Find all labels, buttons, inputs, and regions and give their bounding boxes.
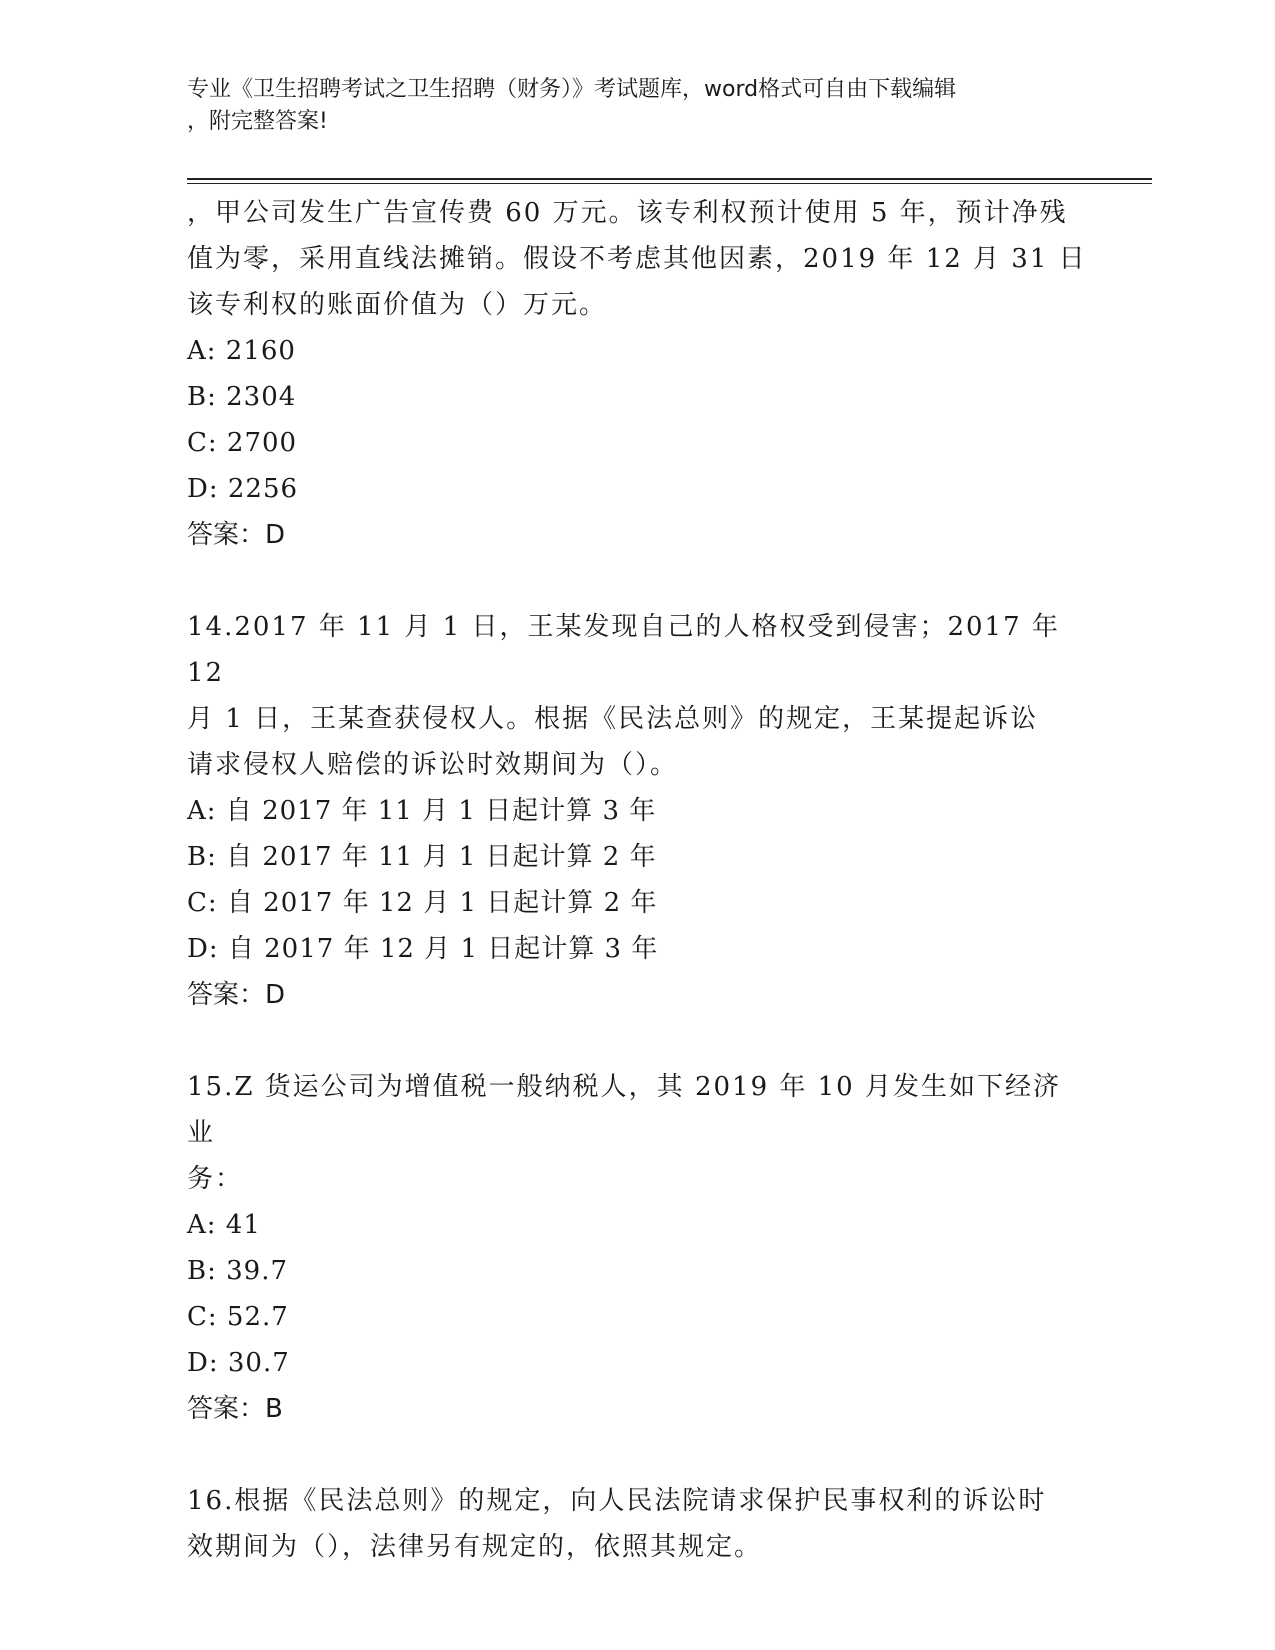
answer-line: 答案：D — [187, 980, 286, 1010]
question-stem-line: 务： — [187, 1164, 244, 1194]
header-divider-thick — [187, 178, 1152, 180]
question-16 — [187, 1478, 1087, 1570]
option-c: C: 52.7 — [187, 1302, 289, 1332]
question-15 — [187, 1064, 1087, 1432]
question-14 — [187, 604, 1087, 1018]
spacer — [187, 1018, 1087, 1064]
question-13 — [187, 190, 1087, 558]
option-a: A: 2160 — [187, 336, 296, 366]
question-stem-line: 月 1 日，王某查获侵权人。根据《民法总则》的规定，王某提起诉讼 — [187, 704, 1039, 734]
header-line-2: ，附完整答案! — [187, 109, 328, 134]
question-stem-line: 该专利权的账面价值为（）万元。 — [187, 290, 608, 320]
option-d: D: 30.7 — [187, 1348, 290, 1378]
option-d: D: 2256 — [187, 474, 299, 504]
answer-line: 答案：B — [187, 1394, 283, 1424]
spacer — [187, 558, 1087, 604]
option-b: B: 39.7 — [187, 1256, 289, 1286]
option-b: B: 2304 — [187, 382, 297, 412]
option-d: D: 自 2017 年 12 月 1 日起计算 3 年 — [187, 934, 659, 964]
header-divider-thin — [187, 183, 1152, 184]
option-c: C: 2700 — [187, 428, 298, 458]
option-a: A: 自 2017 年 11 月 1 日起计算 3 年 — [187, 796, 657, 826]
question-stem-line: ，甲公司发生广告宣传费 60 万元。该专利权预计使用 5 年，预计净残 — [187, 198, 1068, 228]
spacer — [187, 1432, 1087, 1478]
question-stem-line: 效期间为（），法律另有规定的，依照其规定。 — [187, 1532, 763, 1562]
question-stem-line: 值为零，采用直线法摊销。假设不考虑其他因素，2019 年 12 月 31 日 — [187, 244, 1087, 274]
question-stem-line: 15.Z 货运公司为增值税一般纳税人，其 2019 年 10 月发生如下经济业 — [187, 1072, 1061, 1148]
answer-line: 答案：D — [187, 520, 286, 550]
header-line-1: 专业《卫生招聘考试之卫生招聘（财务）》考试题库，word格式可自由下载编辑 — [187, 77, 957, 102]
question-stem-line: 16.根据《民法总则》的规定，向人民法院请求保护民事权利的诉讼时 — [187, 1486, 1047, 1516]
option-c: C: 自 2017 年 12 月 1 日起计算 2 年 — [187, 888, 658, 918]
question-stem-line: 14.2017 年 11 月 1 日，王某发现自己的人格权受到侵害；2017 年 12 — [187, 612, 1060, 688]
document-header — [187, 74, 1067, 138]
question-list — [187, 190, 1087, 1570]
option-a: A: 41 — [187, 1210, 261, 1240]
option-b: B: 自 2017 年 11 月 1 日起计算 2 年 — [187, 842, 657, 872]
question-stem-line: 请求侵权人赔偿的诉讼时效期间为（）。 — [187, 750, 679, 780]
